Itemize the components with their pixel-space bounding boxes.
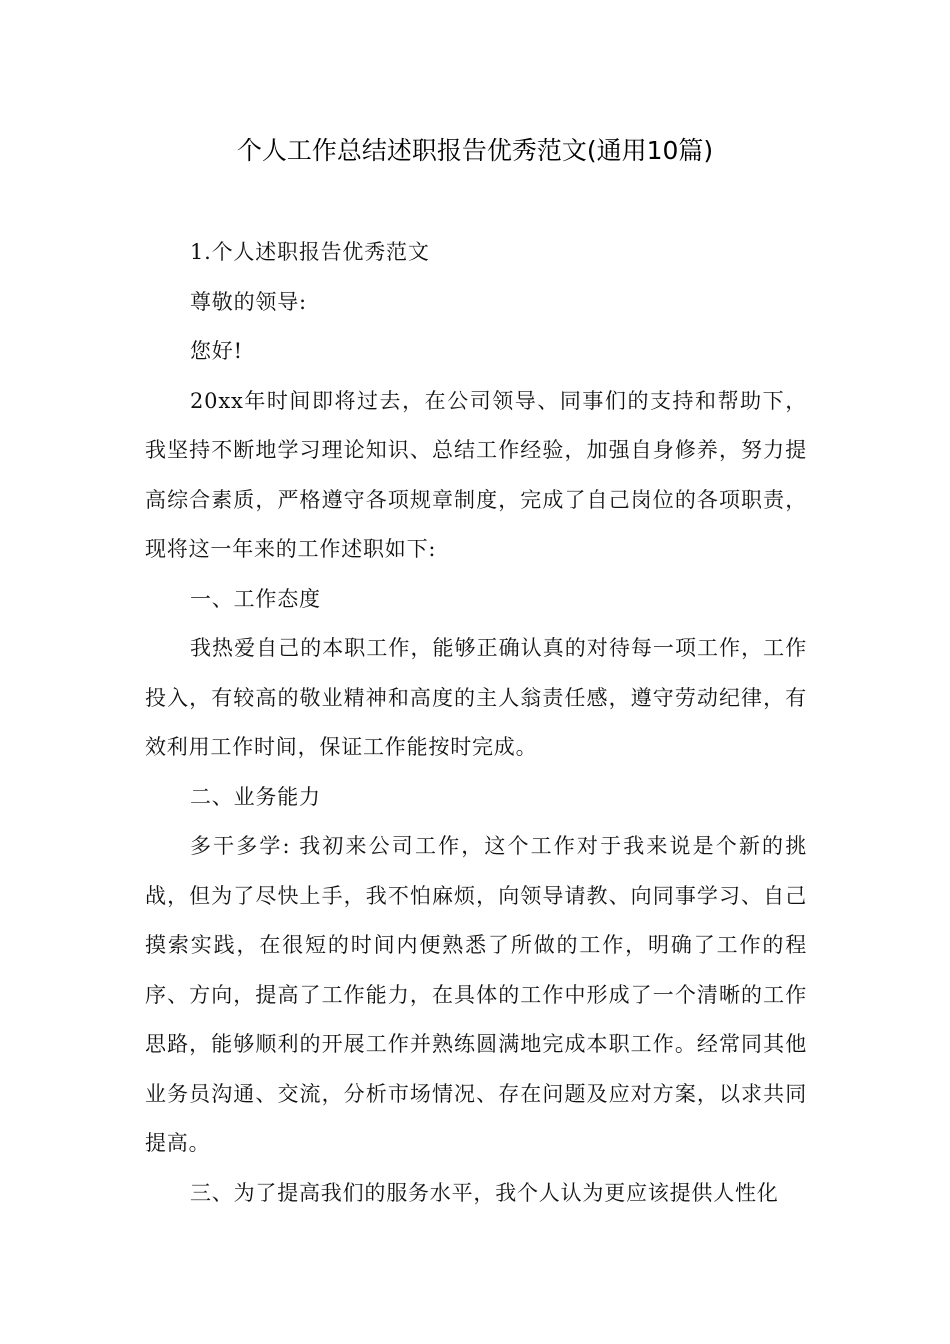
paragraph-heading-1: 1.个人述职报告优秀范文 xyxy=(190,240,430,264)
document-body xyxy=(145,228,807,1218)
paragraph-intro: 20xx年时间即将过去，在公司领导、同事们的支持和帮助下，我坚持不断地学习理论知识、总结工作经验，加强自身修养，努力提高综合素质，严格遵守各项规章制度，完成了自己岗位的各项职责，现将这一年来的工作述职如下: xyxy=(145,388,807,561)
paragraph-greeting: 您好! xyxy=(190,339,243,363)
section-heading-attitude: 一、工作态度 xyxy=(190,586,321,611)
paragraph-ability: 多干多学: 我初来公司工作，这个工作对于我来说是个新的挑战，但为了尽快上手，我不怕麻烦，向领导请教、向同事学习、自己摸索实践，在很短的时间内便熟悉了所做的工作，明确了工作的程序、方向，提高了工作能力，在具体的工作中形成了一个清晰的工作思路，能够顺利的开展工作并熟练圆满地完成本职工作。经常同其他业务员沟通、交流，分析市场情况、存在问题及应对方案，以求共同提高。 xyxy=(145,834,807,1155)
paragraph-attitude: 我热爱自己的本职工作，能够正确认真的对待每一项工作，工作投入，有较高的敬业精神和高度的主人翁责任感，遵守劳动纪律，有效利用工作时间，保证工作能按时完成。 xyxy=(145,636,807,759)
document-title: 个人工作总结述职报告优秀范文(通用10篇) xyxy=(236,136,714,165)
paragraph-service: 三、为了提高我们的服务水平，我个人认为更应该提供人性化 xyxy=(190,1180,779,1205)
paragraph-salutation: 尊敬的领导: xyxy=(190,289,307,314)
section-heading-ability: 二、业务能力 xyxy=(190,784,321,809)
